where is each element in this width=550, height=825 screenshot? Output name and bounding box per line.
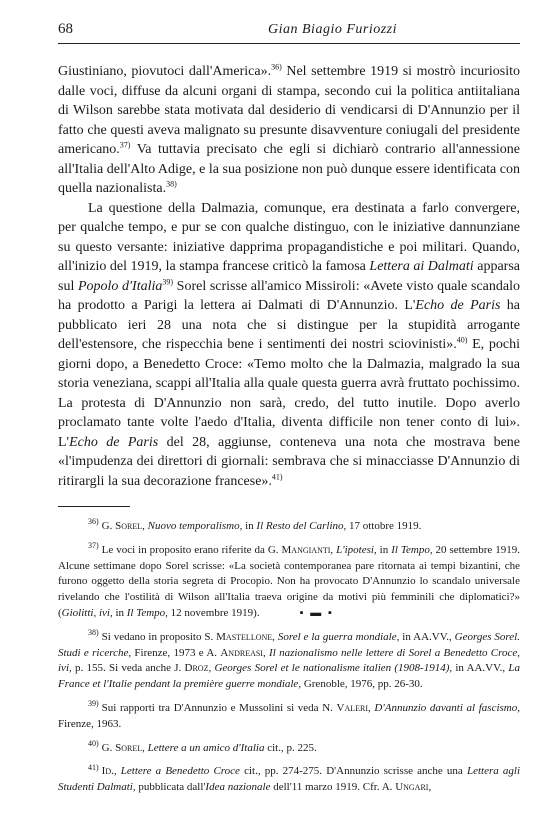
footnote-38: $^{38)}$ Si vedano in proposito S. Mastellone, Sorel e la guerra mondiale, in AA.VV., Georges Sorel. Studi e ricerche, Firenze, 1973 e A. Andreasi, Il nazionalismo nelle lettere di Sorel a Benedetto Croce, ivi, p. 155. Si veda anche J. Droz, Georges Sorel et le nationalisme italien (1908-1914), in AA.VV., La France et l'Italie pendant la première guerre mondiale, Grenoble, 1976, pp. 26-30. (58, 628, 521, 691)
body-text (58, 62, 520, 491)
page-header (58, 21, 520, 44)
footnote-ref-39[interactable]: 39) (162, 276, 174, 286)
footnotes (58, 519, 520, 804)
footnote-ref-36[interactable]: 36) (271, 62, 282, 72)
page-number: 68 (58, 21, 73, 37)
footnote-36: $^{36)}$ G. Sorel, Nuovo temporalismo, in Il Resto del Carlino, 17 ottobre 1919. (88, 517, 422, 532)
footnote-ref-37[interactable]: 37) (119, 140, 131, 150)
footnote-40: $^{40)}$ G. Sorel, Lettere a un amico d'Italia cit., p. 225. (88, 738, 317, 754)
title-echo-de-paris-2: Echo de Paris (69, 434, 159, 450)
footnote-41: $^{41)}$ Id., Lettere a Benedetto Croce cit., pp. 274-275. D'Annunzio scrisse anche una Lettera agli Studenti Dalmati, pubblicata dall'Idea nazionale dell'11 marzo 1919. Cfr. A. Ungari, (58, 762, 521, 794)
paragraph-1: Giustiniano, piovutoci dall'America».$^{36)}$ Nel settembre 1919 si mostrò incuriosito dalle voci, diffuse da alcuni organi di stampa, secondo cui la politica antiitaliana di Wilson sarebbe stata motivata dal desiderio di vendicarsi di D'Annunzio per il fatto che questi aveva malignato su presunte disavventure coniugali del presidente americano.$^{37)}$ Va tuttavia precisato che egli si dichiarò contrario all'annessione all'Italia dell'Alto Adige, e la sua posizione non può dunque essere identificata con quella nazionalista.$^{38)}$ (58, 62, 520, 196)
footnote-ref-38[interactable]: 38) (166, 179, 177, 189)
title-lettera-ai-dalmati: Lettera ai Dalmati (369, 259, 474, 274)
footnote-39: $^{39)}$ Sui rapporti tra D'Annunzio e Mussolini si veda N. Valeri, D'Annunzio davanti al fascismo, Firenze, 1963. (58, 699, 520, 730)
paragraph-2: La questione della Dalmazia, comunque, era destinata a farlo convergere, per qualche tempo, e pur se con qualche distinguo, con le iniziative dannunziane su questo versante: iniziative dapprima propagandistiche e poi militari. Quando, all'inizio del 1919, la stampa francese criticò la famosa Lettera ai Dalmati apparsa sul Popolo d'Italia$^{39)}$ Sorel scrisse all'amico Missiroli: «Avete visto quale scandalo ha prodotto a Parigi la lettera ai Dalmati di D'Annunzio. L'Echo de Paris ha pubblicato ieri 28 una nota che si distingue per la stupidità arrogante dell'estensore, che rispecchia bene i sentimenti dei nostri sciovinisti».$^{40)}$ E, pochi giorni dopo, a Benedetto Croce: «Temo molto che la Dalmazia, malgrado la sua storia veneziana, scappi all'Italia alla quale questa guerra avrà fruttato pochissimo. La protesta di D'Annunzio non sarà, credo, del tutto inutile. Dopo averlo proclamato tante volte l'aedo d'Italia, diventa difficile non tener conto di lui». L'Echo de Paris del 28, aggiunse, conteneva una nota che mostrava bene «l'impudenza dei direttori di giornali: sembrava che si minacciasse D'Annunzio di ritirargli la sua decorazione francese».$^{41)}$ (58, 200, 521, 489)
running-head: Gian Biagio Furiozzi (268, 22, 398, 37)
printer-marks: ▪ ▬ ▪ (299, 606, 334, 619)
title-echo-de-paris: Echo de Paris (415, 298, 501, 313)
footnote-ref-41[interactable]: 41) (271, 471, 283, 481)
footnote-37: $^{37)}$ Le voci in proposito erano riferite da G. Mangianti, L'ipotesi, in Il Tempo, 20 settembre 1919. Alcune settimane dopo Sorel scrisse: «La società contemporanea pare ritornata ai tempi bizantini, che furono oggetto della storia segreta di Procopio. Non ha provocato D'Annunzio lo scandalo universale rivelando che l'ostilità di Wilson all'Italia traeva origine da motivi più femminili che diplomatici?» (Giolitti, ivi, in Il Tempo, 12 novembre 1919). ▪ ▬ ▪ (58, 541, 520, 619)
footnote-divider (58, 506, 130, 507)
title-popolo-d-italia: Popolo d'Italia (77, 278, 163, 294)
footnote-ref-40[interactable]: 40) (456, 335, 468, 345)
